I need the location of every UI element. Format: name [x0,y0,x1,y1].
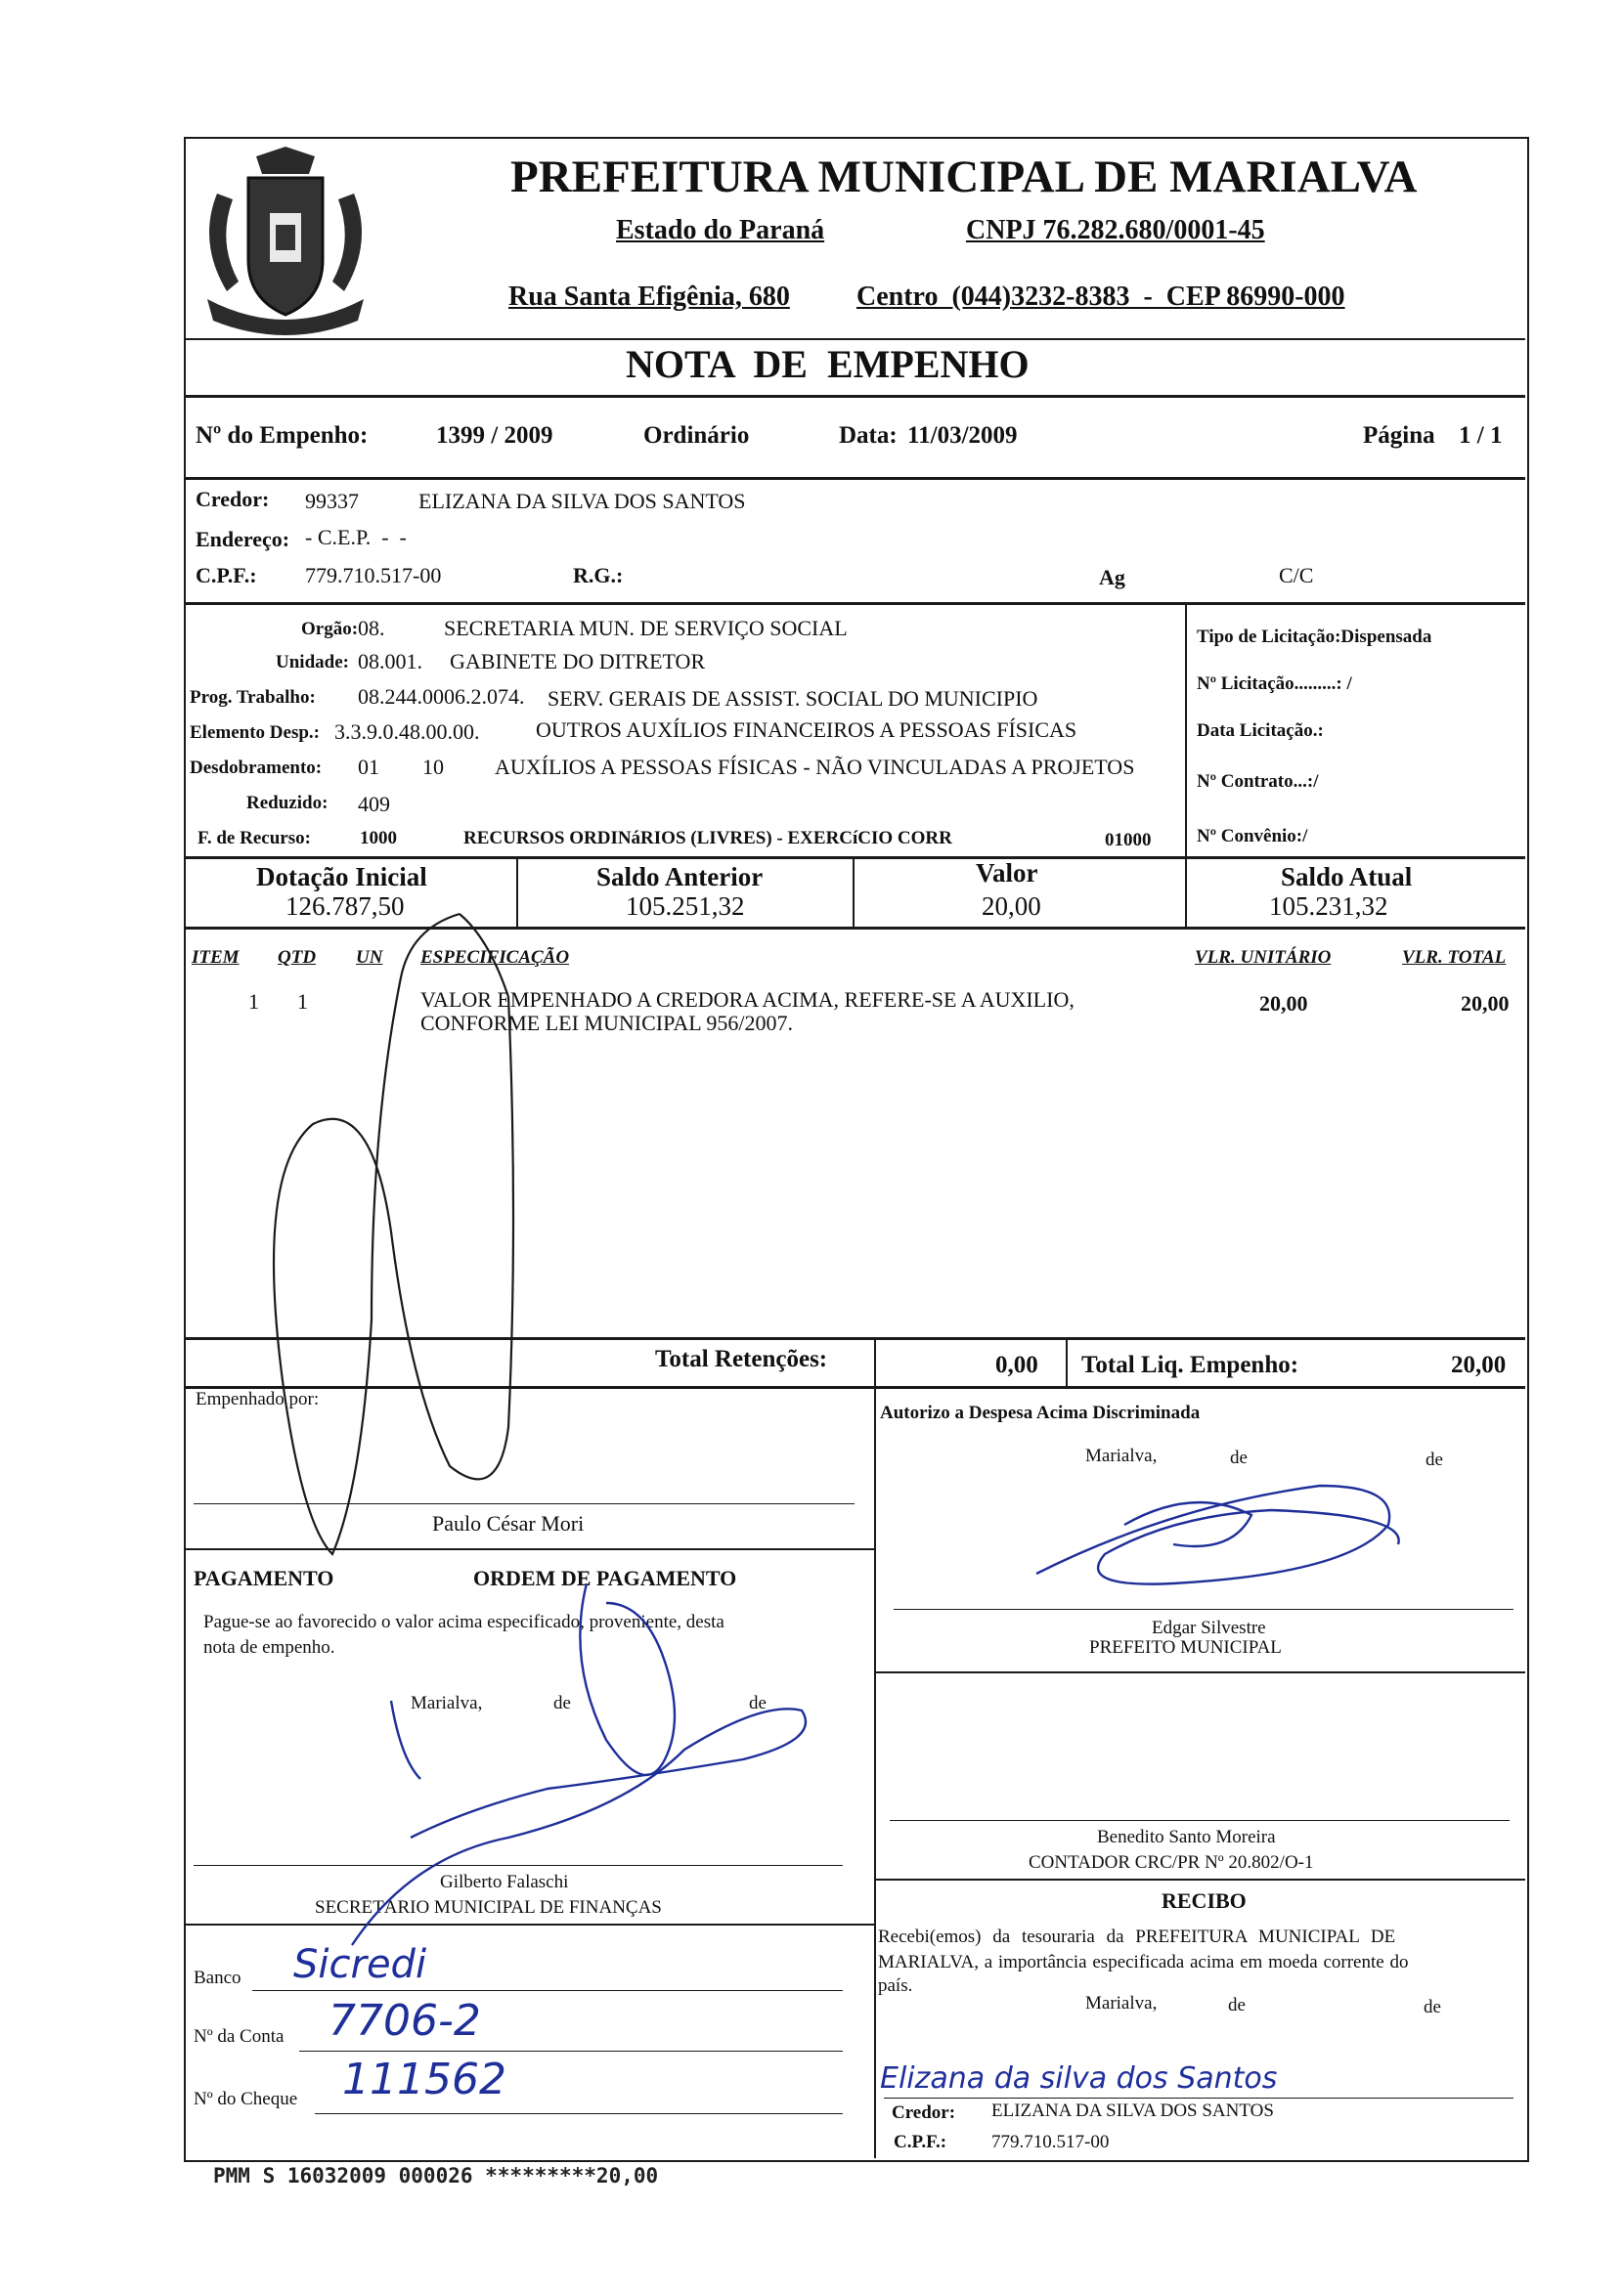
conta-corrente-label: C/C [1279,563,1314,587]
credor-label: Credor: [196,487,270,511]
numero-cheque-label: Nº do Cheque [194,2089,298,2109]
empenho-number-label: Nº do Empenho: [196,422,369,449]
recibo-text-line3: país. [878,1975,913,1996]
mechanical-stamp: PMM S 16032009 000026 *********20,00 [213,2164,659,2188]
dotacao-inicial-value: 126.787,50 [285,891,405,921]
recibo-text-line2: MARIALVA, a importância especificada acima em moeda corrente do [878,1952,1409,1972]
municipality-title: PREFEITURA MUNICIPAL DE MARIALVA [510,152,1418,202]
fonte-recurso-code: 1000 [360,828,397,848]
elemento-label: Elemento Desp.: [190,722,320,743]
col-vlr-total-header: VLR. TOTAL [1402,947,1507,968]
empenho-type: Ordinário [643,422,750,449]
recibo-credor-label: Credor: [892,2102,956,2123]
elemento-code: 3.3.9.0.48.00.00. [334,719,480,744]
pagamento-text-line2: nota de empenho. [203,1637,335,1658]
fonte-recurso-desc: RECURSOS ORDINáRIOS (LIVRES) - EXERCíCIO CORR [463,828,952,848]
col-especificacao-header: ESPECIFICAÇÃO [420,947,570,968]
autorizo-signer: Edgar Silvestre [1152,1618,1266,1638]
saldo-anterior-value: 105.251,32 [626,891,745,921]
fonte-recurso-code2: 01000 [1105,830,1152,850]
rg-label: R.G.: [573,563,624,587]
reduzido-value: 409 [358,792,390,816]
item-vlr-unitario: 20,00 [1259,991,1308,1016]
numero-cheque-handwritten: 111562 [342,2055,506,2104]
saldo-atual-value: 105.231,32 [1269,891,1388,921]
autorizo-place: Marialva, [1085,1446,1158,1466]
dotacao-inicial-label: Dotação Inicial [256,862,427,891]
pagamento-title: PAGAMENTO [194,1566,334,1590]
page-label: Página [1363,422,1435,449]
orgao-desc: SECRETARIA MUN. DE SERVIÇO SOCIAL [444,616,848,640]
autorizo-de2: de [1426,1450,1443,1470]
banco-handwritten: Sicredi [293,1942,427,1987]
total-retencoes-value: 0,00 [995,1352,1038,1378]
endereco-value: - C.E.P. - - [305,525,407,549]
pagamento-place: Marialva, [411,1693,483,1713]
col-vlr-unitario-header: VLR. UNITÁRIO [1195,947,1332,968]
item-desc-line2: CONFORME LEI MUNICIPAL 956/2007. [420,1011,793,1035]
contador-signer: Benedito Santo Moreira [1097,1827,1276,1847]
item-number: 1 [248,989,259,1014]
saldo-atual-label: Saldo Atual [1281,862,1413,891]
orgao-label: Orgão: [301,619,359,639]
col-qtd-header: QTD [278,947,317,968]
data-licitacao: Data Licitação.: [1197,720,1324,741]
recibo-de1: de [1228,1995,1246,2015]
document-title: NOTA DE EMPENHO [626,342,1030,386]
recibo-de2: de [1424,1997,1441,2017]
contador-role: CONTADOR CRC/PR Nº 20.802/O-1 [1029,1852,1314,1873]
item-qtd: 1 [297,989,308,1014]
credor-name: ELIZANA DA SILVA DOS SANTOS [418,489,746,513]
numero-licitacao: Nº Licitação.........: / [1197,673,1352,694]
cnpj-text: CNPJ 76.282.680/0001-45 [966,215,1265,245]
recibo-cpf-label: C.P.F.: [894,2132,947,2152]
item-vlr-total: 20,00 [1461,991,1510,1016]
pagamento-de2: de [749,1693,767,1713]
ordem-pagamento-title: ORDEM DE PAGAMENTO [473,1566,737,1590]
total-liquido-label: Total Liq. Empenho: [1081,1352,1299,1378]
orgao-code: 08. [358,616,385,640]
recibo-text-line1: Recebi(emos) da tesouraria da PREFEITURA MUNICIPAL DE [878,1927,1396,1947]
total-liquido-value: 20,00 [1451,1352,1507,1378]
prog-trabalho-code: 08.244.0006.2.074. [358,684,525,709]
autorizo-de1: de [1230,1448,1248,1468]
fonte-recurso-label: F. de Recurso: [197,828,311,848]
endereco-label: Endereço: [196,527,290,551]
cpf-label: C.P.F.: [196,563,257,587]
valor-label: Valor [976,858,1038,888]
autorizo-title: Autorizo a Despesa Acima Discriminada [880,1403,1201,1423]
date-value: 11/03/2009 [907,422,1018,449]
prog-trabalho-label: Prog. Trabalho: [190,687,316,708]
total-retencoes-label: Total Retenções: [655,1346,828,1372]
empenhado-por-label: Empenhado por: [196,1389,320,1409]
pagamento-text-line1: Pague-se ao favorecido o valor acima especificado, proveniente, desta [203,1612,724,1632]
numero-contrato: Nº Contrato...:/ [1197,771,1319,792]
recibo-cpf-value: 779.710.517-00 [991,2132,1110,2152]
desdobramento-label: Desdobramento: [190,758,323,778]
empenho-number-value: 1399 / 2009 [436,422,553,449]
col-un-header: UN [356,947,383,968]
col-item-header: ITEM [192,947,240,968]
unidade-label: Unidade: [276,652,349,672]
recibo-place: Marialva, [1085,1993,1158,2014]
unidade-code: 08.001. [358,649,422,673]
recibo-title: RECIBO [1162,1888,1247,1913]
unidade-desc: GABINETE DO DITRETOR [450,649,706,673]
pagamento-signer-role: SECRETÁRIO MUNICIPAL DE FINANÇAS [315,1897,662,1918]
tipo-licitacao: Tipo de Licitação:Dispensada [1197,627,1432,647]
pagamento-signer: Gilberto Falaschi [440,1872,569,1892]
numero-convenio: Nº Convênio:/ [1197,826,1308,846]
credor-code: 99337 [305,489,359,513]
desdobramento-code1: 01 [358,755,379,779]
recibo-credor-value: ELIZANA DA SILVA DOS SANTOS [991,2101,1274,2121]
empenhado-signer: Paulo César Mori [432,1511,585,1536]
address-text: Rua Santa Efigênia, 680 [508,282,790,312]
recibo-signature-handwritten: Elizana da silva dos Santos [880,2061,1278,2096]
desdobramento-desc: AUXÍLIOS A PESSOAS FÍSICAS - NÃO VINCULADAS A PROJETOS [495,755,1135,779]
desdobramento-code2: 10 [422,755,444,779]
agencia-label: Ag [1099,565,1125,589]
cpf-value: 779.710.517-00 [305,563,442,587]
autorizo-signer-role: PREFEITO MUNICIPAL [1089,1637,1282,1658]
date-label: Data: [839,422,898,449]
coat-of-arms-icon [192,135,379,340]
page-value: 1 / 1 [1459,422,1503,449]
banco-label: Banco [194,1968,241,1988]
numero-conta-label: Nº da Conta [194,2026,285,2047]
state-text: Estado do Paraná [616,215,825,245]
item-desc-line1: VALOR EMPENHADO A CREDORA ACIMA, REFERE-SE A AUXILIO, [420,987,1075,1012]
district-phone-cep-text: Centro (044)3232-8383 - CEP 86990-000 [856,282,1345,312]
pagamento-de1: de [553,1693,571,1713]
elemento-desc: OUTROS AUXÍLIOS FINANCEIROS A PESSOAS FÍSICAS [536,717,1077,742]
saldo-anterior-label: Saldo Anterior [596,862,764,891]
numero-conta-handwritten: 7706-2 [329,1996,481,2046]
valor-value: 20,00 [982,891,1041,921]
reduzido-label: Reduzido: [246,793,329,813]
prog-trabalho-desc: SERV. GERAIS DE ASSIST. SOCIAL DO MUNICIPIO [548,686,1038,711]
